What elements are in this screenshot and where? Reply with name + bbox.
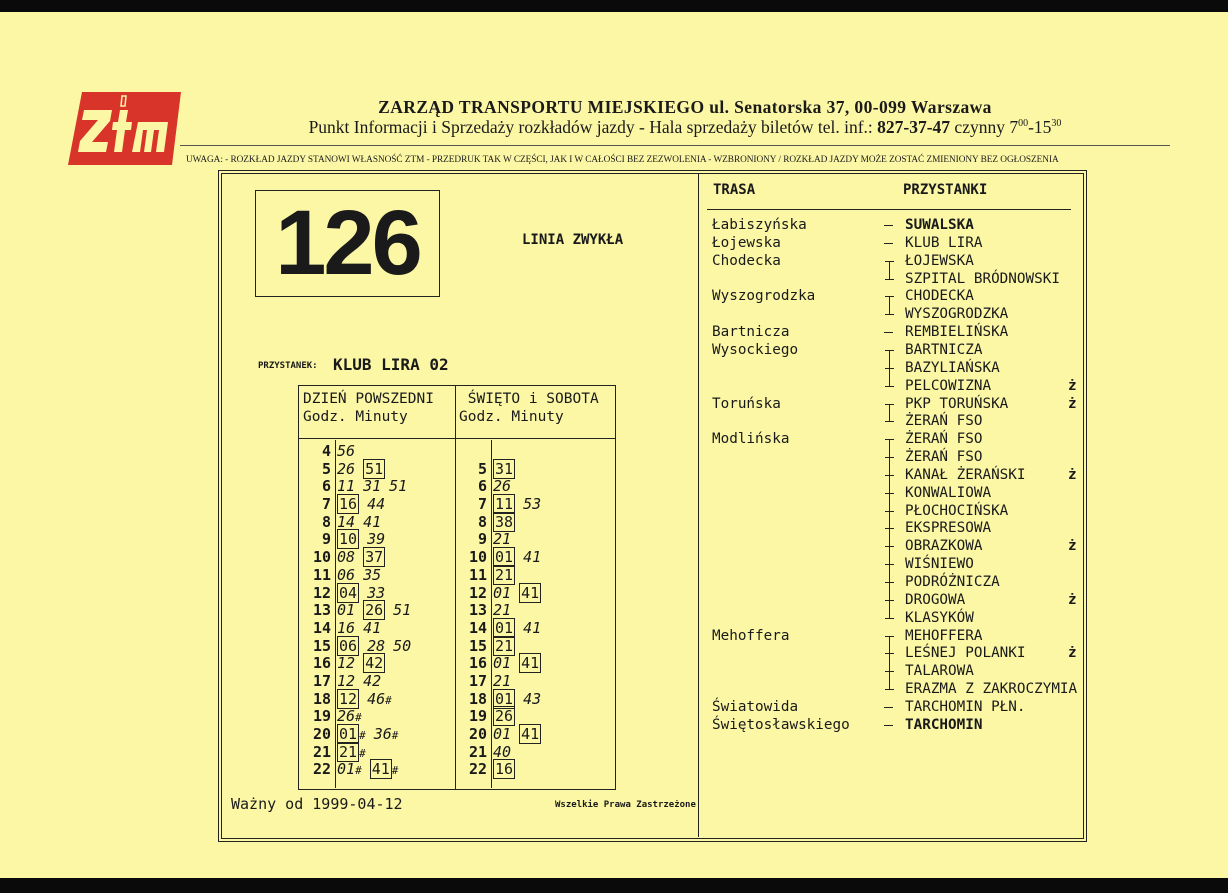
stop-rail bbox=[889, 636, 890, 645]
stop-rail bbox=[889, 644, 890, 662]
minute-value: 42 bbox=[365, 654, 384, 673]
route-stop: CHODECKA bbox=[905, 288, 974, 305]
request-stop-mark: ż bbox=[1068, 377, 1077, 394]
minutes bbox=[337, 549, 393, 567]
minutes bbox=[337, 443, 363, 461]
request-stop-mark: ż bbox=[1068, 591, 1077, 608]
ztm-logo bbox=[68, 92, 181, 165]
minute-value: 31 bbox=[495, 459, 514, 478]
minute-value: 40 bbox=[493, 742, 512, 761]
hour-value: 15 bbox=[468, 636, 487, 655]
minute-value: 01 bbox=[493, 725, 512, 743]
minute-value: 01 bbox=[495, 618, 514, 637]
holiday-header: ŚWIĘTO i SOBOTA Godz. Minuty bbox=[459, 391, 599, 425]
route-stop: TARCHOMIN PŁN. bbox=[905, 698, 1026, 715]
minute-value: 12 bbox=[339, 689, 358, 708]
route-stop: EKSPRESOWA bbox=[905, 520, 992, 537]
minute-value: 51 bbox=[365, 459, 384, 478]
route-header: TRASA bbox=[713, 182, 756, 198]
minute-value: 16 bbox=[495, 760, 514, 779]
minute-value: 08 bbox=[337, 548, 356, 567]
panel-divider bbox=[698, 173, 699, 837]
stop-rail bbox=[889, 377, 890, 386]
route-stop: KONWALIOWA bbox=[905, 484, 992, 501]
weekday-hour-rule bbox=[335, 440, 336, 788]
minute-value: 10 bbox=[339, 530, 358, 549]
route-stop: PODRÓŻNICZA bbox=[905, 574, 1000, 590]
hour-value: 16 bbox=[468, 654, 487, 673]
route-street: Chodecka bbox=[712, 252, 781, 269]
route-stop: LEŚNEJ POLANKI bbox=[905, 645, 1026, 662]
minute-value: 21 bbox=[493, 530, 512, 549]
holiday-hour-rule bbox=[491, 440, 492, 788]
minutes bbox=[337, 496, 393, 514]
hour-value: 10 bbox=[468, 548, 487, 567]
route-stop: ŻERAŃ FSO bbox=[905, 431, 983, 448]
minute-value: 21 bbox=[495, 636, 514, 655]
stop-rail bbox=[889, 591, 890, 609]
hour-value: 21 bbox=[468, 742, 487, 761]
minutes bbox=[337, 761, 406, 780]
stop-tick bbox=[885, 689, 894, 690]
stop-rail bbox=[889, 439, 890, 448]
minute-value: 16 bbox=[339, 495, 358, 514]
copyright-note: UWAGA: - ROZKŁAD JAZDY STANOWI WŁASNOŚĆ ZTM - PRZEDRUK TAK W CZĘŚCI, JAK I W CAŁOŚCI BEZ ZEZWOLENIA - WZBRONIONY / ROZKŁAD JAZDY MOŻE ZOSTAĆ ZMIENIONY BEZ OGŁOSZENIA bbox=[186, 155, 1059, 165]
route-stop: DROGOWA bbox=[905, 591, 966, 608]
minutes bbox=[493, 567, 523, 585]
minute-value: 41 bbox=[363, 618, 382, 637]
route-street: Łojewska bbox=[712, 234, 781, 251]
hour-value: 18 bbox=[312, 689, 331, 708]
header-hours-sup2: 30 bbox=[1051, 118, 1062, 130]
route-street: Bartnicza bbox=[712, 324, 790, 341]
minutes bbox=[493, 761, 523, 779]
stop-label: PRZYSTANEK: bbox=[258, 361, 318, 371]
route-stop: TALAROWA bbox=[905, 663, 974, 680]
stop-rail bbox=[889, 404, 890, 413]
hour-value: 12 bbox=[468, 583, 487, 602]
route-stop: WIŚNIEWO bbox=[905, 556, 974, 573]
minute-value: 51 bbox=[393, 601, 412, 620]
hour-value: 10 bbox=[312, 548, 331, 567]
hour-value: 21 bbox=[312, 742, 331, 761]
stop-rail bbox=[889, 466, 890, 484]
minute-value: 01 bbox=[493, 583, 512, 602]
line-type: LINIA ZWYKŁA bbox=[522, 232, 624, 248]
minute-value: 37 bbox=[365, 548, 384, 567]
hour-value: 17 bbox=[312, 671, 331, 690]
route-street: Światowida bbox=[712, 698, 799, 715]
route-stop: ERAZMA Z ZAKROCZYMIA bbox=[905, 681, 1078, 698]
hour-value: 16 bbox=[312, 654, 331, 673]
minute-value: 12 bbox=[337, 671, 356, 690]
minutes bbox=[337, 620, 389, 638]
minute-value: 26 bbox=[493, 477, 512, 496]
hour-value: 9 bbox=[477, 530, 487, 549]
hour-value: 13 bbox=[312, 601, 331, 620]
minute-value: 01 bbox=[495, 548, 514, 567]
route-stop: MEHOFFERA bbox=[905, 627, 983, 644]
stop-rail bbox=[889, 412, 890, 421]
minute-value: 26 bbox=[495, 707, 514, 726]
stop-rail bbox=[889, 484, 890, 502]
minute-value: 31 bbox=[363, 477, 382, 496]
route-stop: ŁOJEWSKA bbox=[905, 252, 974, 269]
route-stop: KLASYKÓW bbox=[905, 609, 974, 626]
hour-value: 11 bbox=[312, 565, 331, 584]
timetable-sheet bbox=[0, 12, 1228, 878]
minutes bbox=[337, 461, 393, 479]
minute-value: 50 bbox=[393, 636, 412, 655]
hour-value: 4 bbox=[321, 442, 331, 460]
minute-value: 01 bbox=[495, 689, 514, 708]
route-street: Toruńska bbox=[712, 395, 781, 412]
route-stop: ŻERAŃ FSO bbox=[905, 413, 983, 430]
minute-value: 41 bbox=[363, 512, 382, 531]
minute-value: 33 bbox=[367, 583, 386, 602]
header-phone: 827-37-47 bbox=[877, 117, 951, 137]
minute-value: 41 bbox=[521, 654, 540, 673]
stop-rail bbox=[889, 555, 890, 573]
route-stop: SZPITAL BRÓDNOWSKI bbox=[905, 270, 1060, 287]
line-number: 126 bbox=[255, 190, 440, 297]
request-stop-mark: ż bbox=[1068, 395, 1077, 412]
minute-value: 41 bbox=[521, 583, 540, 602]
stop-tick bbox=[885, 421, 894, 422]
hour-value: 7 bbox=[321, 495, 331, 514]
route-stop: OBRAZKOWA bbox=[905, 538, 983, 555]
minute-value: 51 bbox=[389, 477, 408, 496]
header-title: ZARZĄD TRANSPORTU MIEJSKIEGO ul. Senatorska 37, 00-099 Warszawa bbox=[378, 97, 992, 117]
minute-value: 11 bbox=[337, 477, 356, 496]
stop-tick bbox=[885, 314, 894, 315]
minute-value: 26 bbox=[365, 601, 384, 620]
request-stop-mark: ż bbox=[1068, 538, 1077, 555]
hour-value: 14 bbox=[468, 618, 487, 637]
hour-value: 20 bbox=[468, 725, 487, 743]
header-subtitle bbox=[220, 117, 1150, 138]
header-hours-sup1: 00 bbox=[1018, 118, 1029, 130]
route-street: Wyszogrodzka bbox=[712, 288, 816, 305]
minute-value: 01 bbox=[337, 601, 356, 620]
minutes bbox=[493, 620, 549, 638]
stop-rail bbox=[889, 502, 890, 520]
minute-value: 42 bbox=[363, 671, 382, 690]
header-hours: czynny 7 bbox=[950, 117, 1019, 137]
stop-dash bbox=[884, 332, 893, 333]
table-header-rule bbox=[299, 438, 615, 439]
minutes bbox=[493, 726, 549, 744]
stop-rail bbox=[889, 350, 890, 359]
route-street: Wysockiego bbox=[712, 341, 799, 358]
stop-tick bbox=[885, 386, 894, 387]
hour-value: 9 bbox=[321, 530, 331, 549]
stop-rail bbox=[889, 296, 890, 305]
stop-rail bbox=[889, 519, 890, 537]
route-stop: PŁOCHOCIŃSKA bbox=[905, 502, 1009, 519]
request-stop-mark: ż bbox=[1068, 466, 1077, 483]
minute-value: 41 # bbox=[371, 760, 399, 779]
minute-value: 41 bbox=[521, 725, 540, 743]
stop-rail bbox=[889, 609, 890, 618]
minute-value: 11 bbox=[495, 495, 514, 514]
stop-rail bbox=[889, 305, 890, 314]
header-hours-mid: -15 bbox=[1028, 117, 1052, 137]
route-stop: PELCOWIZNA bbox=[905, 377, 992, 394]
minute-value: 43 bbox=[523, 689, 542, 708]
minute-value: 21 bbox=[495, 565, 514, 584]
minutes bbox=[337, 567, 389, 585]
minute-value: 26# bbox=[337, 707, 362, 726]
route-street: Modlińska bbox=[712, 431, 790, 448]
stop-rail bbox=[889, 270, 890, 279]
weekday-header: DZIEŃ POWSZEDNI Godz. Minuty bbox=[303, 391, 434, 425]
stop-name: KLUB LIRA 02 bbox=[333, 355, 449, 374]
minute-value: 04 bbox=[339, 583, 358, 602]
stop-dash bbox=[884, 725, 893, 726]
hour-value: 15 bbox=[312, 636, 331, 655]
stop-dash bbox=[884, 243, 893, 244]
minutes bbox=[493, 461, 523, 479]
stop-rail bbox=[889, 359, 890, 377]
hour-value: 6 bbox=[477, 477, 487, 496]
stop-dash bbox=[884, 707, 893, 708]
minute-value: 12 bbox=[337, 654, 356, 673]
hour-value: 22 bbox=[312, 760, 331, 779]
hour-value: 13 bbox=[468, 601, 487, 620]
hour-value: 14 bbox=[312, 618, 331, 637]
minute-value: 28 bbox=[367, 636, 386, 655]
minute-value: 06 bbox=[339, 636, 358, 655]
minute-value: 01 bbox=[493, 654, 512, 673]
hour-value: 8 bbox=[477, 512, 487, 531]
minute-value: 41 bbox=[523, 548, 542, 567]
route-stop: KANAŁ ŻERAŃSKI bbox=[905, 466, 1026, 483]
minutes bbox=[493, 673, 519, 691]
valid-from: Ważny od 1999-04-12 bbox=[231, 795, 403, 813]
hour-value: 11 bbox=[468, 565, 487, 584]
route-stop: KLUB LIRA bbox=[905, 234, 983, 251]
hour-value: 6 bbox=[321, 477, 331, 496]
minutes bbox=[337, 602, 419, 620]
stop-rail bbox=[889, 680, 890, 689]
minute-value: 06 bbox=[337, 565, 356, 584]
hour-value: 19 bbox=[468, 707, 487, 726]
stop-rail bbox=[889, 261, 890, 270]
minute-value: 26 bbox=[337, 459, 356, 478]
route-header-rule bbox=[707, 209, 1071, 210]
rights-note: Wszelkie Prawa Zastrzeżone bbox=[555, 800, 696, 810]
minute-value: 39 bbox=[367, 530, 386, 549]
minute-value: 14 bbox=[337, 512, 356, 531]
minute-value: 16 bbox=[337, 618, 356, 637]
minutes bbox=[493, 585, 549, 603]
minute-value: 35 bbox=[363, 565, 382, 584]
minute-value: 01 # bbox=[339, 725, 366, 743]
minute-value: 44 bbox=[367, 495, 386, 514]
header-subtitle-text: Punkt Informacji i Sprzedaży rozkładów jazdy - Hala sprzedaży biletów tel. inf.: bbox=[308, 117, 878, 137]
request-stop-mark: ż bbox=[1068, 645, 1077, 662]
route-stop: WYSZOGRODZKA bbox=[905, 306, 1009, 323]
route-stop: TARCHOMIN bbox=[905, 716, 983, 733]
hour-value: 22 bbox=[468, 760, 487, 779]
minutes bbox=[337, 655, 393, 673]
route-stop: SUWALSKA bbox=[905, 217, 974, 233]
route-stop: BAZYLIAŃSKA bbox=[905, 359, 1000, 376]
hour-value: 5 bbox=[477, 459, 487, 478]
route-street: Mehoffera bbox=[712, 627, 790, 644]
stop-tick bbox=[885, 279, 894, 280]
stop-rail bbox=[889, 537, 890, 555]
route-stop: ŻERAŃ FSO bbox=[905, 449, 983, 466]
minute-value: 21 # bbox=[339, 742, 366, 761]
minute-value: 53 bbox=[523, 495, 542, 514]
minute-value: 56 bbox=[337, 442, 356, 460]
minute-value: 01# bbox=[337, 760, 362, 779]
minutes bbox=[493, 514, 523, 532]
header-divider bbox=[180, 145, 1170, 146]
stops-header: PRZYSTANKI bbox=[903, 182, 988, 198]
hour-value: 18 bbox=[468, 689, 487, 708]
minute-value: 21 bbox=[493, 601, 512, 620]
departure-table bbox=[298, 385, 616, 790]
route-street: Łabiszyńska bbox=[712, 217, 807, 233]
hour-value: 5 bbox=[321, 459, 331, 478]
route-stop: PKP TORUŃSKA bbox=[905, 395, 1009, 412]
hour-value: 19 bbox=[312, 707, 331, 726]
route-stop: REMBIELIŃSKA bbox=[905, 324, 1009, 341]
hour-value: 20 bbox=[312, 725, 331, 743]
minutes bbox=[493, 655, 549, 673]
route-stop: BARTNICZA bbox=[905, 341, 983, 358]
hour-value: 8 bbox=[321, 512, 331, 531]
minute-value: 46# bbox=[367, 689, 392, 708]
route-street: Świętosławskiego bbox=[712, 716, 850, 733]
hour-value: 7 bbox=[477, 495, 487, 514]
hour-value: 12 bbox=[312, 583, 331, 602]
stop-rail bbox=[889, 662, 890, 680]
minute-value: 41 bbox=[523, 618, 542, 637]
stop-tick bbox=[885, 618, 894, 619]
minute-value: 36# bbox=[373, 725, 399, 743]
stop-rail bbox=[889, 573, 890, 591]
minutes bbox=[337, 673, 389, 691]
stop-rail bbox=[889, 448, 890, 466]
minute-value: 38 bbox=[495, 512, 514, 531]
stop-dash bbox=[884, 225, 893, 226]
minute-value: 21 bbox=[493, 671, 512, 690]
hour-value: 17 bbox=[468, 671, 487, 690]
